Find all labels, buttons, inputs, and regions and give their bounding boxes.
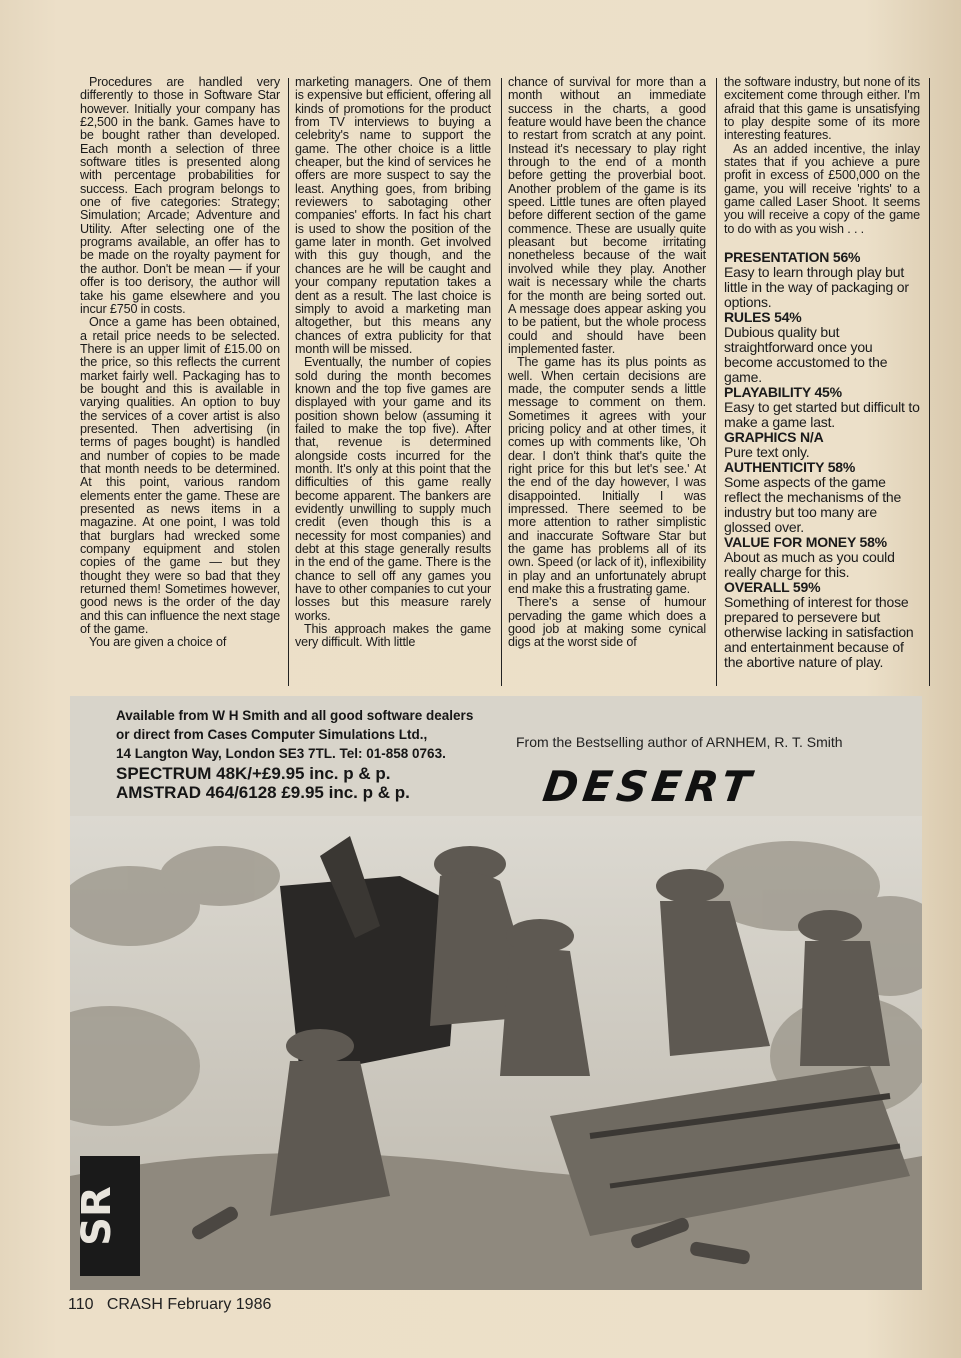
advert-availability xyxy=(116,706,536,763)
article-paragraph: marketing managers. One of them is expensive but efficient, offering all kinds of promotions for the product from TV interviews to buying a celebrity's name to support the game. The other choice is a little cheaper, but the kind of services he offers are more suspect to say the least. Anything goes, from bribing reviewers to sabotaging other companies' efforts. In fact his chart is used to show the position of the game later in month. Get involved with this guy though, and the chances are he will be caught and your company reputation takes a dent as a result. The last choice is simply to avoid a marketing man altogether, but this means any chances of extra publicity for that month will be missed. xyxy=(295,76,491,356)
rating-text: Pure text only. xyxy=(724,444,810,461)
magazine-issue: CRASH February 1986 xyxy=(106,1296,272,1313)
rating-heading: PLAYABILITY 45% xyxy=(724,384,842,401)
article-column-3 xyxy=(508,76,706,688)
ratings-box xyxy=(724,250,920,670)
rating-heading: RULES 54% xyxy=(724,309,802,326)
soldiers-illustration xyxy=(70,816,922,1290)
article-paragraph: Once a game has been obtained, a retail price needs to be selected. There is an upper limit of £15.00 on the price, so this reflects the current market fairly well. Packaging has to be bought and this is available in varying qualities. An option to buy the services of a cover artist is also presented. Then advertising (in terms of pages bought) is handled and number of copies to be made that month needs to be determined. At this point, various random elements enter the game. These are presented as news items in a magazine. At one point, I was told that burglars had wrecked some company equipment and stolen copies of the game — but they thought they were so bad that they returned them! Sometimes however, good news is the order of the day and this can influence the next stage of the game. xyxy=(80,315,280,637)
column-rule xyxy=(716,78,717,686)
article-paragraph: There's a sense of humour pervading the game which does a good job at making some cynical digs at the worst side of xyxy=(508,595,706,650)
column-rule xyxy=(929,78,930,686)
rating-heading: OVERALL 59% xyxy=(724,579,821,596)
column-rule xyxy=(501,78,502,686)
advert-author-line: From the Bestselling author of ARNHEM, R. T. Smith xyxy=(516,734,843,750)
rating-text: Some aspects of the game reflect the mechanisms of the industry but too many are glossed over. xyxy=(724,474,902,536)
desert-rats-advert xyxy=(70,696,922,1290)
rating-heading: PRESENTATION 56% xyxy=(724,249,861,266)
article-paragraph: As an added incentive, the inlay states that if you achieve a pure profit in excess of £500,000 on the game, you will receive 'rights' to a game called Laser Shoot. It seems you will receive a copy of the game to do with as you wish . . . xyxy=(724,141,920,236)
rating-text: Something of interest for those prepared to persevere but otherwise lacking in satisfaction and entertainment because of the abortive nature of play. xyxy=(724,594,914,671)
article-paragraph: the software industry, but none of its excitement come through either. I'm afraid that this game is unsatisfying to play despite some of its more interesting features. xyxy=(724,76,920,143)
page-number: 110 xyxy=(68,1296,94,1313)
article-paragraph: This approach makes the game very difficult. With little xyxy=(295,622,491,650)
page-footer xyxy=(68,1296,271,1314)
rating-heading: VALUE FOR MONEY 58% xyxy=(724,534,887,551)
rating-text: Easy to learn through play but little in the way of packaging or options. xyxy=(724,264,909,311)
article-paragraph: Procedures are handled very differently to those in Software Star however. Initially your company has £2,500 in the bank. Games have to be bought rather than developed. Each month a selection of three software titles is presented along with percentage probabilities for success. Each program belongs to one of five categories: Strategy; Simulation; Arcade; Adventure and Utility. After selecting one of the programs available, an offer has to be made on the royalty payment for the author. Don't be mean — if your offer is too derisory, the author will take his game elsewhere and you incur £750 in costs. xyxy=(80,76,280,316)
rating-text: Easy to get started but difficult to make a game last. xyxy=(724,399,920,431)
price-spectrum: SPECTRUM 48K/+£9.95 inc. p & p. xyxy=(116,764,391,783)
article-column-4 xyxy=(724,76,920,688)
advert-address: 14 Langton Way, London SE3 7TL. Tel: 01-858 0763. xyxy=(116,746,446,761)
article-paragraph: You are given a choice of xyxy=(89,635,227,650)
article-paragraph: Eventually, the number of copies sold during the month becomes known and the top five games are displayed with your game and its position shown below (assuming it failed to make the top five). After that, revenue is determined alongside costs incurred for the month. It's only at this point that the difficulties of this game really become apparent. The bankers are evidently unwilling to supply much credit (even though this is a necessity for most companies) and debt at this stage generally results in the end of the game. There is the chance to sell off any games you have to other companies to cut your losses but this measure rarely works. xyxy=(295,355,491,623)
article-column-2 xyxy=(295,76,491,688)
publisher-logo-text: SR xyxy=(74,1186,120,1246)
advert-prices xyxy=(116,764,410,802)
rating-text: Dubious quality but straightforward once you become accustomed to the game. xyxy=(724,324,888,386)
rating-text: About as much as you could really charge for this. xyxy=(724,549,895,581)
article-paragraph: The game has its plus points as well. When certain decisions are made, the computer sends a little message to comment on them. Sometimes it agrees with your pricing policy and at other times, it comes up with comments like, 'Oh dear. I don't think that's quite the right price for this but let's see.' At the end of the day however, I was disappointed. Initially I was impressed. There seemed to be more attention to rather simplistic and inaccurate Software Star but the game has problems all of its own. Speed (or lack of it), inflexibility in play and an unfortunately abrupt end make this a frustrating game. xyxy=(508,355,706,597)
column-rule xyxy=(288,78,289,686)
article-column-1 xyxy=(80,76,280,688)
price-amstrad: AMSTRAD 464/6128 £9.95 inc. p & p. xyxy=(116,783,410,802)
rating-heading: AUTHENTICITY 58% xyxy=(724,459,856,476)
advert-game-title: DESERT xyxy=(540,762,759,811)
advert-availability-line: or direct from Cases Computer Simulations Ltd., xyxy=(116,727,428,742)
article-paragraph: chance of survival for more than a month without an immediate success in the charts, a good feature would have been the chance to restart from scratch at any point. Instead it's necessary to play right through to the end of a month before getting the proverbial boot. Another problem of the game is its speed. Little tunes are often played before different section of the game commence. These are usually quite pleasant but become irritating nonetheless because of the wait involved while they play. Another wait is necessary while the charts for the month are being sorted out. A message does appear asking you to be patient, but the whole process could and should have been implemented faster. xyxy=(508,76,706,356)
advert-availability-line: Available from W H Smith and all good software dealers xyxy=(116,708,474,723)
rating-heading: GRAPHICS N/A xyxy=(724,429,824,446)
